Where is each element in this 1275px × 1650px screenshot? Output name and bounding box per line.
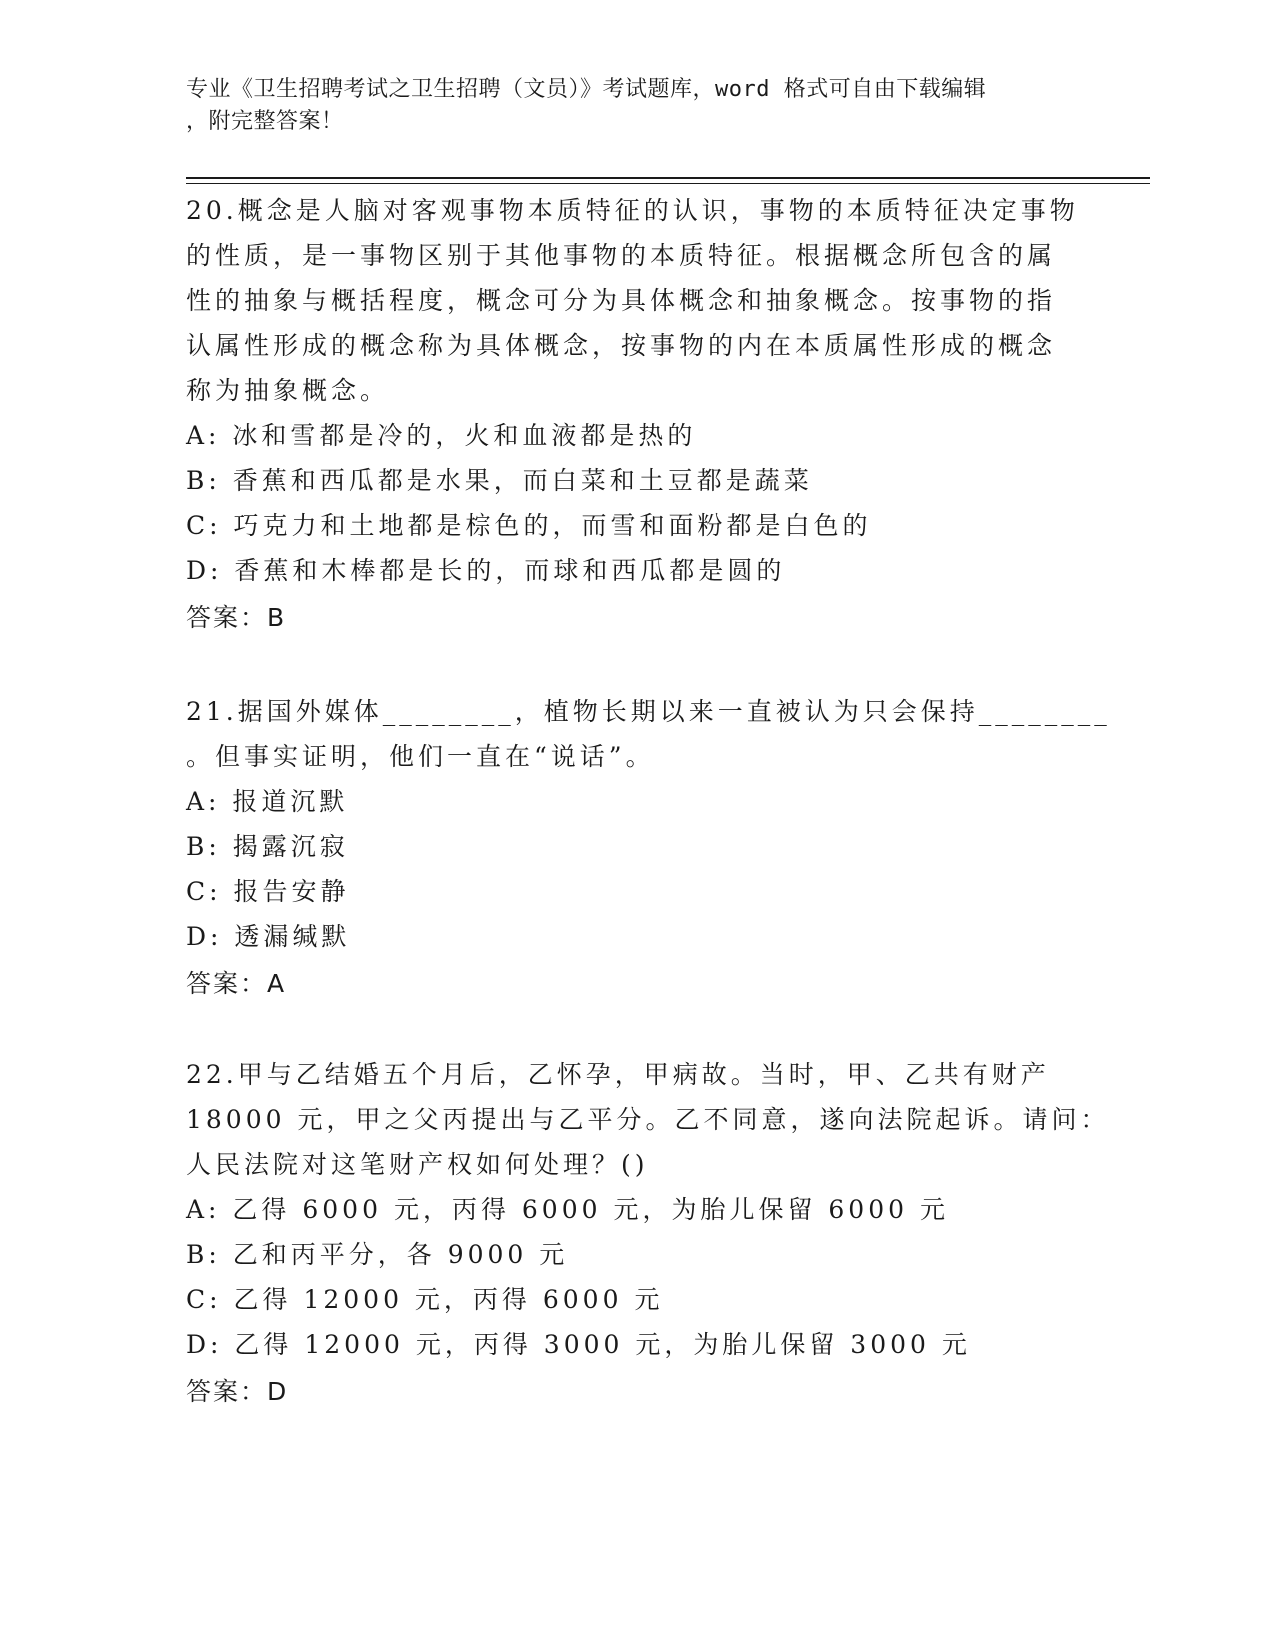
question-22 xyxy=(186,1052,1110,1414)
header-line-2: ，附完整答案！ xyxy=(186,109,344,134)
answer-line: 答案：D xyxy=(186,1377,289,1406)
question-stem-line: 人民法院对这笔财产权如何处理？() xyxy=(186,1150,649,1179)
question-stem-line: 22.甲与乙结婚五个月后，乙怀孕，甲病故。当时，甲、乙共有财产 xyxy=(186,1060,1050,1089)
option-c: C: 报告安静 xyxy=(186,877,350,906)
question-stem-line: 18000 元，甲之父丙提出与乙平分。乙不同意，遂向法院起诉。请问： xyxy=(186,1105,1110,1134)
header-divider-thin xyxy=(186,183,1150,184)
option-b: B: 香蕉和西瓜都是水果，而白菜和土豆都是蔬菜 xyxy=(186,466,813,495)
option-a: A: 报道沉默 xyxy=(186,787,349,816)
option-c: C: 巧克力和土地都是棕色的，而雪和面粉都是白色的 xyxy=(186,511,872,540)
question-21 xyxy=(186,689,1111,1006)
header-line-1: 专业《卫生招聘考试之卫生招聘（文员）》考试题库，word 格式可自由下载编辑 xyxy=(186,77,987,102)
option-d: D: 透漏缄默 xyxy=(186,922,351,951)
question-stem-line: 认属性形成的概念称为具体概念，按事物的内在本质属性形成的概念 xyxy=(186,331,1057,360)
question-stem-line: 称为抽象概念。 xyxy=(186,376,390,405)
option-a: A: 乙得 6000 元，丙得 6000 元，为胎儿保留 6000 元 xyxy=(186,1195,949,1224)
question-stem-line: 性的抽象与概括程度，概念可分为具体概念和抽象概念。按事物的指 xyxy=(186,286,1057,315)
option-c: C: 乙得 12000 元，丙得 6000 元 xyxy=(186,1285,664,1314)
option-b: B: 乙和丙平分，各 9000 元 xyxy=(186,1240,569,1269)
answer-line: 答案：B xyxy=(186,603,287,632)
question-20 xyxy=(186,188,1079,640)
question-stem-line: 20.概念是人脑对客观事物本质特征的认识，事物的本质特征决定事物 xyxy=(186,196,1079,225)
document-header xyxy=(186,74,1066,138)
answer-line: 答案：A xyxy=(186,969,287,998)
option-d: D: 乙得 12000 元，丙得 3000 元，为胎儿保留 3000 元 xyxy=(186,1330,971,1359)
option-b: B: 揭露沉寂 xyxy=(186,832,349,861)
question-stem-line: 21.据国外媒体________，植物长期以来一直被认为只会保持________ xyxy=(186,697,1111,726)
option-a: A: 冰和雪都是冷的，火和血液都是热的 xyxy=(186,421,697,450)
header-divider-thick xyxy=(186,177,1150,179)
option-d: D: 香蕉和木棒都是长的，而球和西瓜都是圆的 xyxy=(186,556,786,585)
question-stem-line: 的性质，是一事物区别于其他事物的本质特征。根据概念所包含的属 xyxy=(186,241,1057,270)
question-stem-line: 。但事实证明，他们一直在“说话”。 xyxy=(186,742,655,771)
